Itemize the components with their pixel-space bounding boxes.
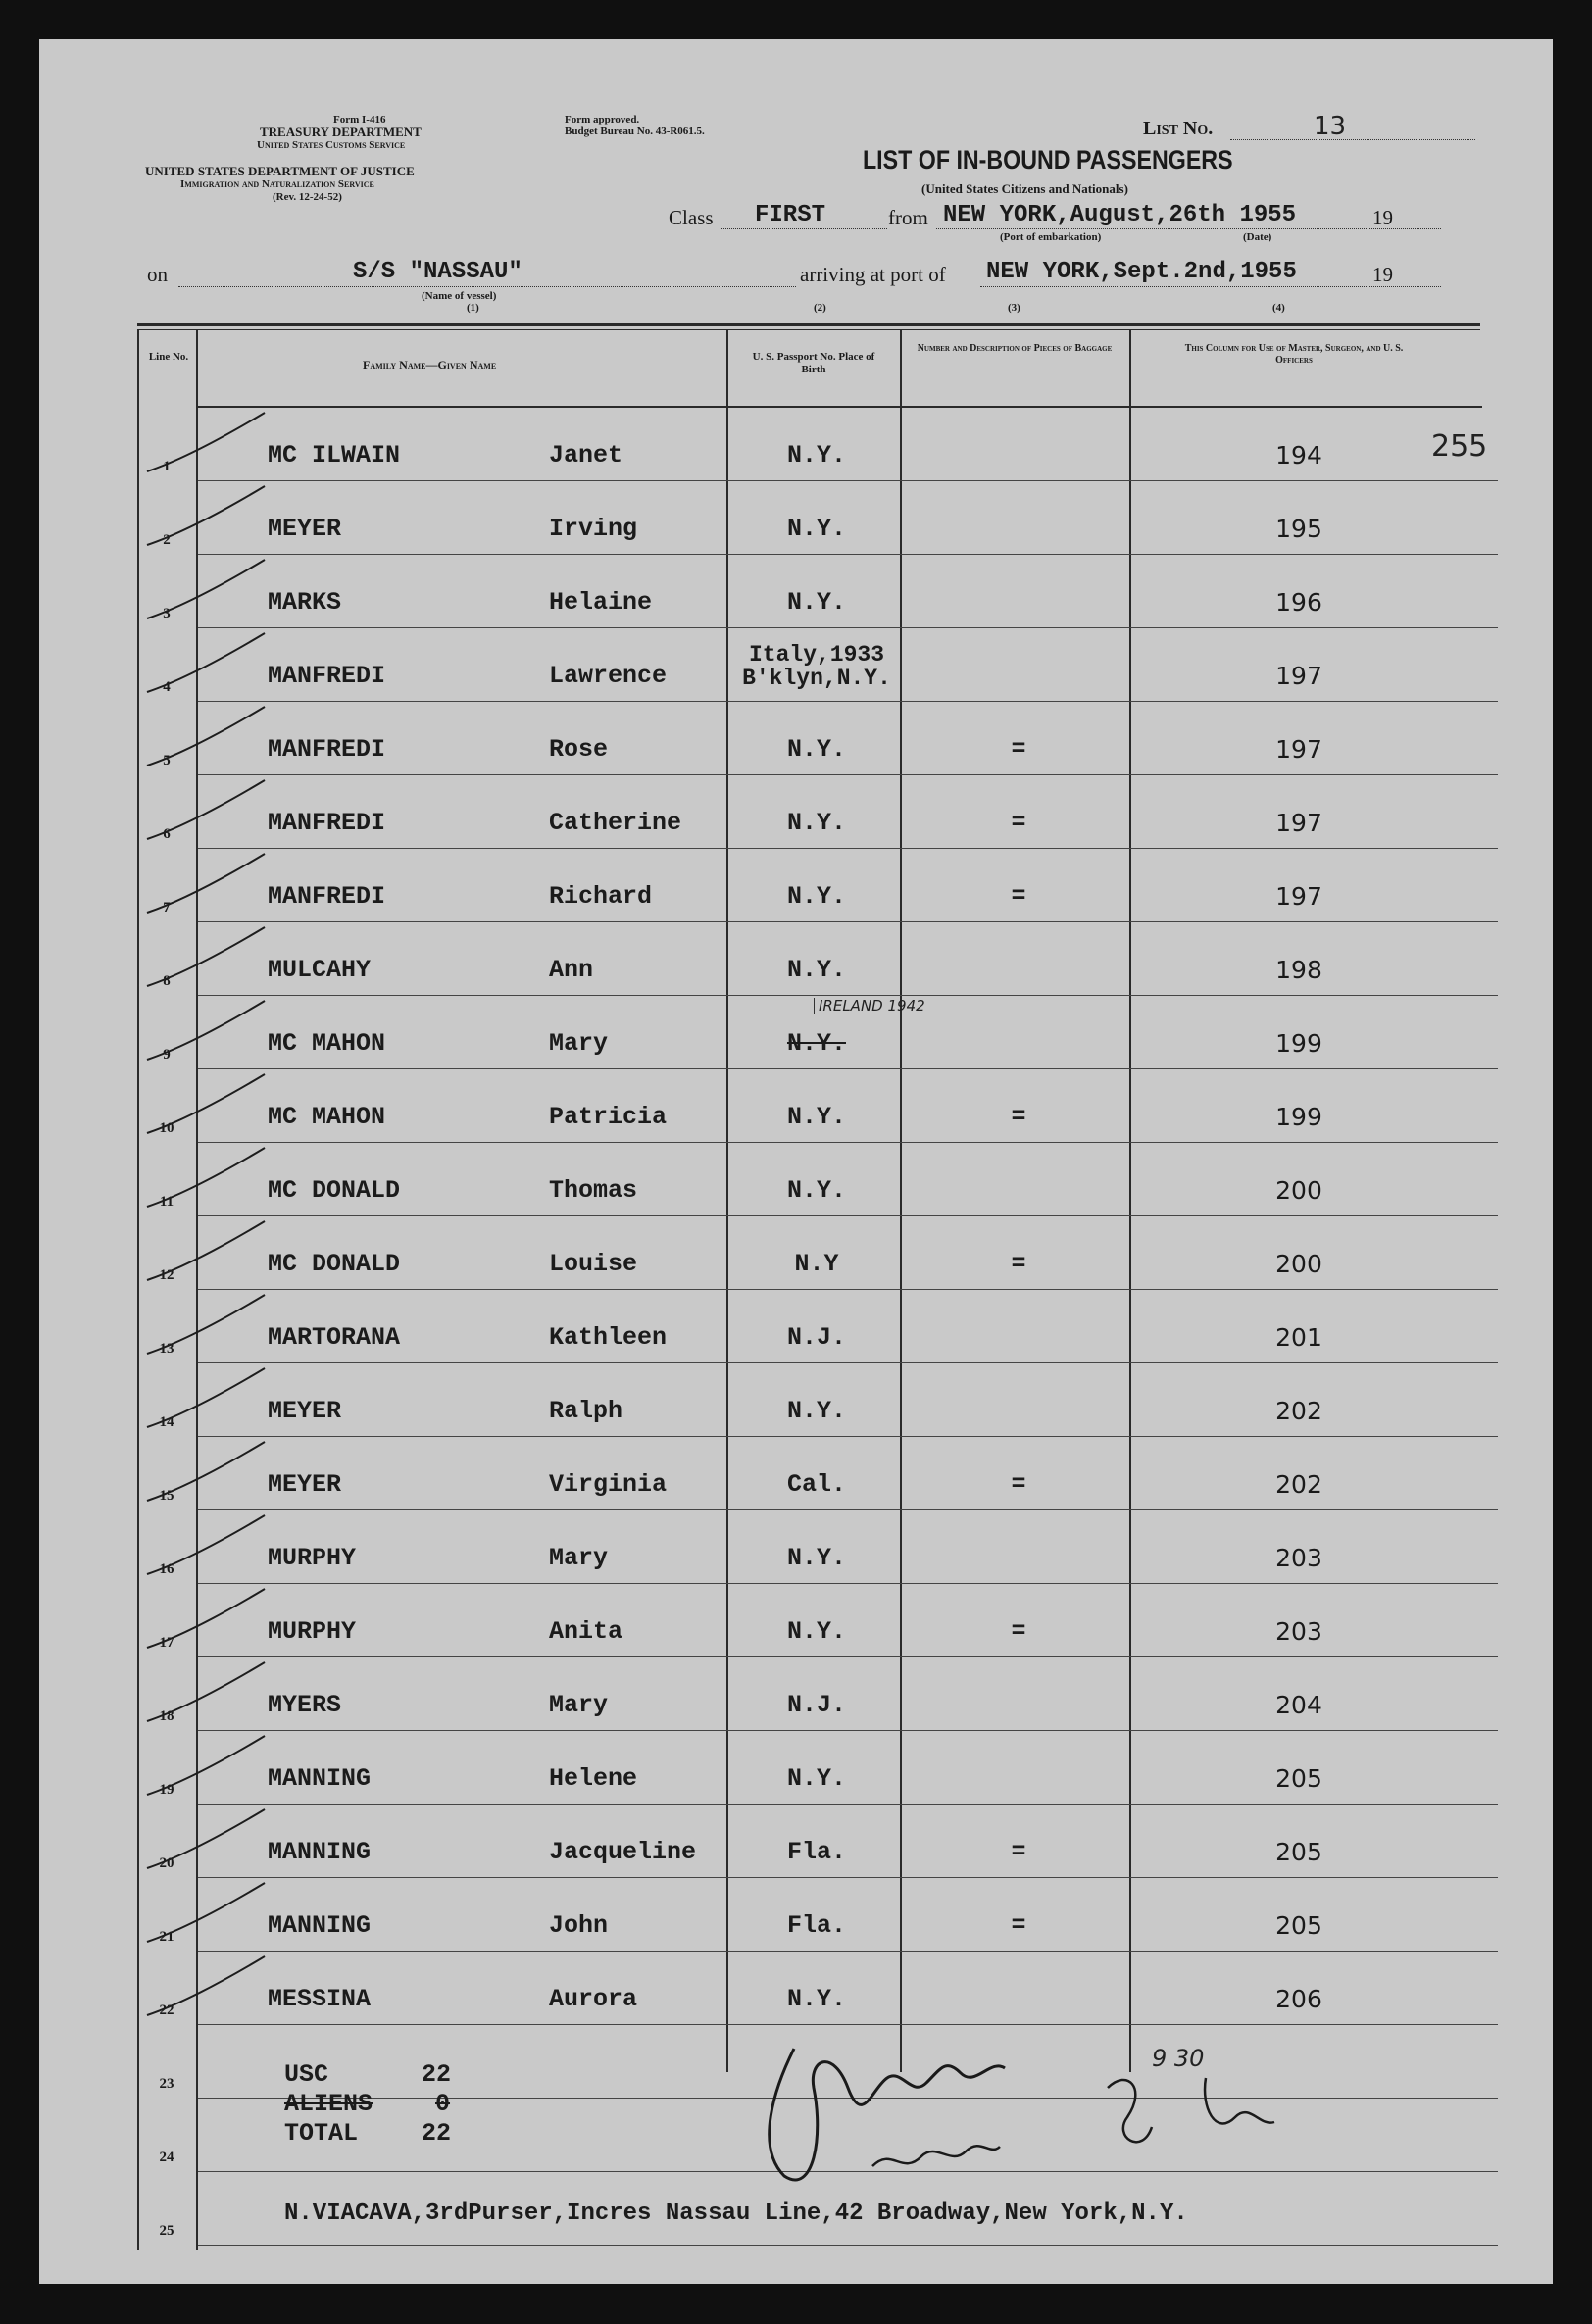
check-mark bbox=[147, 780, 265, 839]
line-number: 23 bbox=[159, 2076, 174, 2092]
col-header-name: Family Name—Given Name bbox=[363, 358, 497, 371]
place-of-birth: N.J. bbox=[786, 1691, 846, 1719]
table-top-rule-2 bbox=[137, 329, 1480, 330]
immigration-service: Immigration and Naturalization Service bbox=[180, 178, 374, 190]
family-name: MARTORANA bbox=[268, 1323, 401, 1352]
place-of-birth: N.Y. bbox=[786, 1176, 846, 1205]
family-name: MULCAHY bbox=[268, 956, 372, 984]
given-name: Helene bbox=[549, 1764, 638, 1793]
family-name: MC MAHON bbox=[268, 1029, 386, 1058]
place-of-birth: N.Y bbox=[794, 1250, 839, 1278]
check-marks bbox=[137, 408, 392, 2250]
place-of-birth: N.Y. bbox=[786, 1764, 846, 1793]
given-name: Patricia bbox=[549, 1103, 668, 1131]
given-name: Ann bbox=[549, 956, 594, 984]
officer-number: 203 bbox=[1275, 1617, 1322, 1646]
line-number: 22 bbox=[159, 2003, 174, 2018]
baggage: = bbox=[1011, 882, 1026, 911]
place-of-birth: N.Y. bbox=[786, 809, 846, 837]
arriving-label: arriving at port of bbox=[800, 263, 946, 286]
place-of-birth: N.Y. bbox=[786, 588, 846, 617]
place-of-birth: N.Y. bbox=[786, 882, 846, 911]
officer-number: 201 bbox=[1275, 1323, 1322, 1352]
officer-number: 203 bbox=[1275, 1544, 1322, 1572]
check-mark bbox=[147, 1662, 265, 1721]
check-mark bbox=[147, 1148, 265, 1207]
officer-number: 198 bbox=[1275, 956, 1322, 984]
arriving-year-underline bbox=[1397, 286, 1441, 287]
line-number: 7 bbox=[163, 900, 171, 915]
baggage: = bbox=[1011, 809, 1026, 837]
check-mark bbox=[147, 1221, 265, 1280]
check-mark bbox=[147, 1809, 265, 1868]
officer-number: 206 bbox=[1275, 1985, 1322, 2013]
officer-number: 205 bbox=[1275, 1838, 1322, 1866]
total-value: 22 bbox=[422, 2119, 452, 2148]
birth-correction-note: IRELAND 1942 bbox=[814, 998, 936, 1014]
line-number: 18 bbox=[159, 1708, 174, 1724]
line-number: 11 bbox=[159, 1194, 174, 1210]
vessel-underline bbox=[178, 286, 796, 287]
line-number: 14 bbox=[159, 1414, 174, 1430]
family-name: MANFREDI bbox=[268, 809, 386, 837]
officer-number: 199 bbox=[1275, 1029, 1322, 1058]
check-mark bbox=[147, 1442, 265, 1501]
caption-2: (2) bbox=[814, 302, 826, 314]
caption-1: (1) bbox=[467, 302, 479, 314]
revision: (Rev. 12-24-52) bbox=[273, 191, 342, 203]
aliens-value: 0 bbox=[435, 2090, 451, 2118]
family-name: MC DONALD bbox=[268, 1176, 401, 1205]
check-mark bbox=[147, 413, 265, 471]
customs-service: United States Customs Service bbox=[257, 139, 406, 151]
family-name: MEYER bbox=[268, 515, 342, 543]
officer-number: 204 bbox=[1275, 1691, 1322, 1719]
caption-3: (3) bbox=[1008, 302, 1020, 314]
officer-number: 200 bbox=[1275, 1250, 1322, 1278]
given-name: Helaine bbox=[549, 588, 653, 617]
place-of-birth: N.Y. bbox=[786, 1985, 846, 2013]
class-underline bbox=[721, 228, 887, 229]
officer-number: 197 bbox=[1275, 809, 1322, 837]
family-name: MURPHY bbox=[268, 1617, 357, 1646]
place-of-birth: N.Y. bbox=[786, 956, 846, 984]
given-name: Anita bbox=[549, 1617, 623, 1646]
given-name: Catherine bbox=[549, 809, 682, 837]
baggage: = bbox=[1011, 735, 1026, 764]
given-name: Jacqueline bbox=[549, 1838, 697, 1866]
officer-number: 200 bbox=[1275, 1176, 1322, 1205]
row-rule bbox=[198, 2245, 1498, 2246]
page-title: LIST OF IN-BOUND PASSENGERS bbox=[863, 145, 1233, 174]
check-mark bbox=[147, 854, 265, 913]
officer-number: 202 bbox=[1275, 1470, 1322, 1499]
place-of-birth: Fla. bbox=[786, 1911, 846, 1940]
place-of-birth-line2: B'klyn,N.Y. bbox=[742, 665, 891, 691]
from-label: from bbox=[888, 206, 928, 229]
line-number: 24 bbox=[159, 2150, 174, 2165]
given-name: John bbox=[549, 1911, 609, 1940]
line-number: 21 bbox=[159, 1929, 174, 1945]
check-mark bbox=[147, 927, 265, 986]
officer-number: 205 bbox=[1275, 1911, 1322, 1940]
place-of-birth: N.Y. bbox=[786, 515, 846, 543]
officer-signature bbox=[755, 2029, 1304, 2225]
officer-number: 205 bbox=[1275, 1764, 1322, 1793]
family-name: MC MAHON bbox=[268, 1103, 386, 1131]
family-name: MURPHY bbox=[268, 1544, 357, 1572]
check-mark bbox=[147, 1589, 265, 1648]
place-of-birth: N.J. bbox=[786, 1323, 846, 1352]
list-no-underline bbox=[1230, 139, 1475, 140]
place-of-birth-line1: Italy,1933 bbox=[748, 641, 885, 668]
class-label: Class bbox=[669, 206, 714, 229]
from-year-suffix: 19 bbox=[1372, 206, 1393, 229]
line-number: 8 bbox=[163, 973, 171, 989]
check-mark bbox=[147, 633, 265, 692]
officer-number: 202 bbox=[1275, 1397, 1322, 1425]
line-number: 17 bbox=[159, 1635, 174, 1651]
list-no-value: 13 bbox=[1314, 112, 1347, 141]
baggage: = bbox=[1011, 1103, 1026, 1131]
given-name: Lawrence bbox=[549, 662, 668, 690]
place-of-birth: N.Y. bbox=[786, 735, 846, 764]
place-of-birth: Cal. bbox=[786, 1470, 846, 1499]
given-name: Aurora bbox=[549, 1985, 638, 2013]
purser-line: N.VIACAVA,3rdPurser,Incres Nassau Line,42 Broadway,New York,N.Y. bbox=[284, 2200, 1188, 2227]
given-name: Richard bbox=[549, 882, 653, 911]
check-mark bbox=[147, 1001, 265, 1060]
arriving-value: NEW YORK,Sept.2nd,1955 bbox=[986, 259, 1297, 285]
officer-number: 196 bbox=[1275, 588, 1322, 617]
line-number: 13 bbox=[159, 1341, 174, 1357]
arriving-year-suffix: 19 bbox=[1372, 263, 1393, 286]
given-name: Irving bbox=[549, 515, 638, 543]
baggage: = bbox=[1011, 1838, 1026, 1866]
line-number: 4 bbox=[163, 679, 171, 695]
line-number: 19 bbox=[159, 1782, 174, 1798]
family-name: MARKS bbox=[268, 588, 342, 617]
from-value: NEW YORK,August,26th 1955 bbox=[943, 202, 1297, 228]
form-approved: Form approved. bbox=[565, 114, 640, 125]
family-name: MYERS bbox=[268, 1691, 342, 1719]
check-mark bbox=[147, 1368, 265, 1427]
family-name: MANFREDI bbox=[268, 882, 386, 911]
officer-number: 195 bbox=[1275, 515, 1322, 543]
form-number: Form I-416 bbox=[333, 114, 386, 125]
caption-4: (4) bbox=[1272, 302, 1285, 314]
check-mark bbox=[147, 1515, 265, 1574]
line-number: 25 bbox=[159, 2223, 174, 2239]
place-of-birth: Fla. bbox=[786, 1838, 846, 1866]
family-name: MEYER bbox=[268, 1470, 342, 1499]
given-name: Rose bbox=[549, 735, 609, 764]
manifest-page bbox=[39, 39, 1553, 2284]
place-of-birth: N.Y. bbox=[786, 1103, 846, 1131]
page-number: 255 bbox=[1431, 429, 1488, 464]
port-caption: (Port of embarkation) bbox=[1000, 231, 1102, 243]
family-name: MANNING bbox=[268, 1764, 372, 1793]
family-name: MANNING bbox=[268, 1838, 372, 1866]
family-name: MANFREDI bbox=[268, 735, 386, 764]
list-no-label: List No. bbox=[1143, 118, 1214, 139]
justice-dept: UNITED STATES DEPARTMENT OF JUSTICE bbox=[145, 164, 415, 178]
given-name: Kathleen bbox=[549, 1323, 668, 1352]
family-name: MC DONALD bbox=[268, 1250, 401, 1278]
line-number: 12 bbox=[159, 1267, 174, 1283]
budget-bureau: Budget Bureau No. 43-R061.5. bbox=[565, 125, 705, 137]
line-number: 3 bbox=[163, 606, 171, 621]
place-of-birth: N.Y. bbox=[786, 441, 846, 470]
given-name: Mary bbox=[549, 1544, 609, 1572]
check-mark bbox=[147, 560, 265, 618]
treasury-dept: TREASURY DEPARTMENT bbox=[260, 124, 422, 139]
from-year-underline bbox=[1397, 228, 1441, 229]
check-mark bbox=[147, 486, 265, 545]
check-mark bbox=[147, 1956, 265, 2015]
officer-number: 194 bbox=[1275, 441, 1322, 470]
baggage: = bbox=[1011, 1470, 1026, 1499]
check-mark bbox=[147, 1295, 265, 1354]
officer-number: 197 bbox=[1275, 735, 1322, 764]
given-name: Louise bbox=[549, 1250, 638, 1278]
place-of-birth: N.Y. bbox=[786, 1617, 846, 1646]
line-number: 10 bbox=[159, 1120, 174, 1136]
given-name: Mary bbox=[549, 1691, 609, 1719]
baggage: = bbox=[1011, 1250, 1026, 1278]
line-number: 16 bbox=[159, 1561, 174, 1577]
arriving-underline bbox=[980, 286, 1412, 287]
family-name: MESSINA bbox=[268, 1985, 372, 2013]
check-mark bbox=[147, 1074, 265, 1133]
col-header-baggage: Number and Description of Pieces of Baggage bbox=[917, 343, 1113, 354]
table-top-rule bbox=[137, 323, 1480, 326]
on-label: on bbox=[147, 263, 168, 286]
col-header-passport: U. S. Passport No. Place of Birth bbox=[752, 351, 875, 375]
line-number: 5 bbox=[163, 753, 171, 768]
baggage: = bbox=[1011, 1617, 1026, 1646]
family-name: MANFREDI bbox=[268, 662, 386, 690]
baggage: = bbox=[1011, 1911, 1026, 1940]
usc-value: 22 bbox=[422, 2060, 452, 2089]
line-number: 6 bbox=[163, 826, 171, 842]
place-of-birth: N.Y. bbox=[786, 1544, 846, 1572]
date-caption: (Date) bbox=[1243, 231, 1272, 243]
given-name: Virginia bbox=[549, 1470, 668, 1499]
family-name: MEYER bbox=[268, 1397, 342, 1425]
vessel-caption: (Name of vessel) bbox=[422, 290, 497, 302]
family-name: MC ILWAIN bbox=[268, 441, 401, 470]
check-mark bbox=[147, 1736, 265, 1795]
line-number: 2 bbox=[163, 532, 171, 548]
line-number: 1 bbox=[163, 459, 171, 474]
col-header-officers: This Column for Use of Master, Surgeon, and U. S. Officers bbox=[1184, 343, 1404, 366]
signature-note: 9 30 bbox=[1152, 2045, 1205, 2072]
officer-number: 197 bbox=[1275, 662, 1322, 690]
line-number: 9 bbox=[163, 1047, 171, 1063]
vessel-name: S/S "NASSAU" bbox=[353, 259, 522, 285]
family-name: MANNING bbox=[268, 1911, 372, 1940]
given-name: Ralph bbox=[549, 1397, 623, 1425]
place-of-birth: N.Y. bbox=[786, 1029, 846, 1058]
place-of-birth: N.Y. bbox=[786, 1397, 846, 1425]
officer-number: 199 bbox=[1275, 1103, 1322, 1131]
usc-label: USC bbox=[284, 2060, 329, 2089]
check-mark bbox=[147, 707, 265, 766]
total-label: TOTAL bbox=[284, 2119, 359, 2148]
class-value: FIRST bbox=[755, 202, 826, 228]
given-name: Mary bbox=[549, 1029, 609, 1058]
check-mark bbox=[147, 1883, 265, 1942]
line-number: 20 bbox=[159, 1855, 174, 1871]
from-underline bbox=[936, 228, 1412, 229]
place-of-birth bbox=[728, 643, 905, 690]
aliens-label: ALIENS bbox=[284, 2090, 373, 2118]
page-subtitle: (United States Citizens and Nationals) bbox=[921, 181, 1128, 196]
given-name: Thomas bbox=[549, 1176, 638, 1205]
col-header-line: Line No. bbox=[148, 351, 189, 363]
line-number: 15 bbox=[159, 1488, 174, 1504]
given-name: Janet bbox=[549, 441, 623, 470]
officer-number: 197 bbox=[1275, 882, 1322, 911]
